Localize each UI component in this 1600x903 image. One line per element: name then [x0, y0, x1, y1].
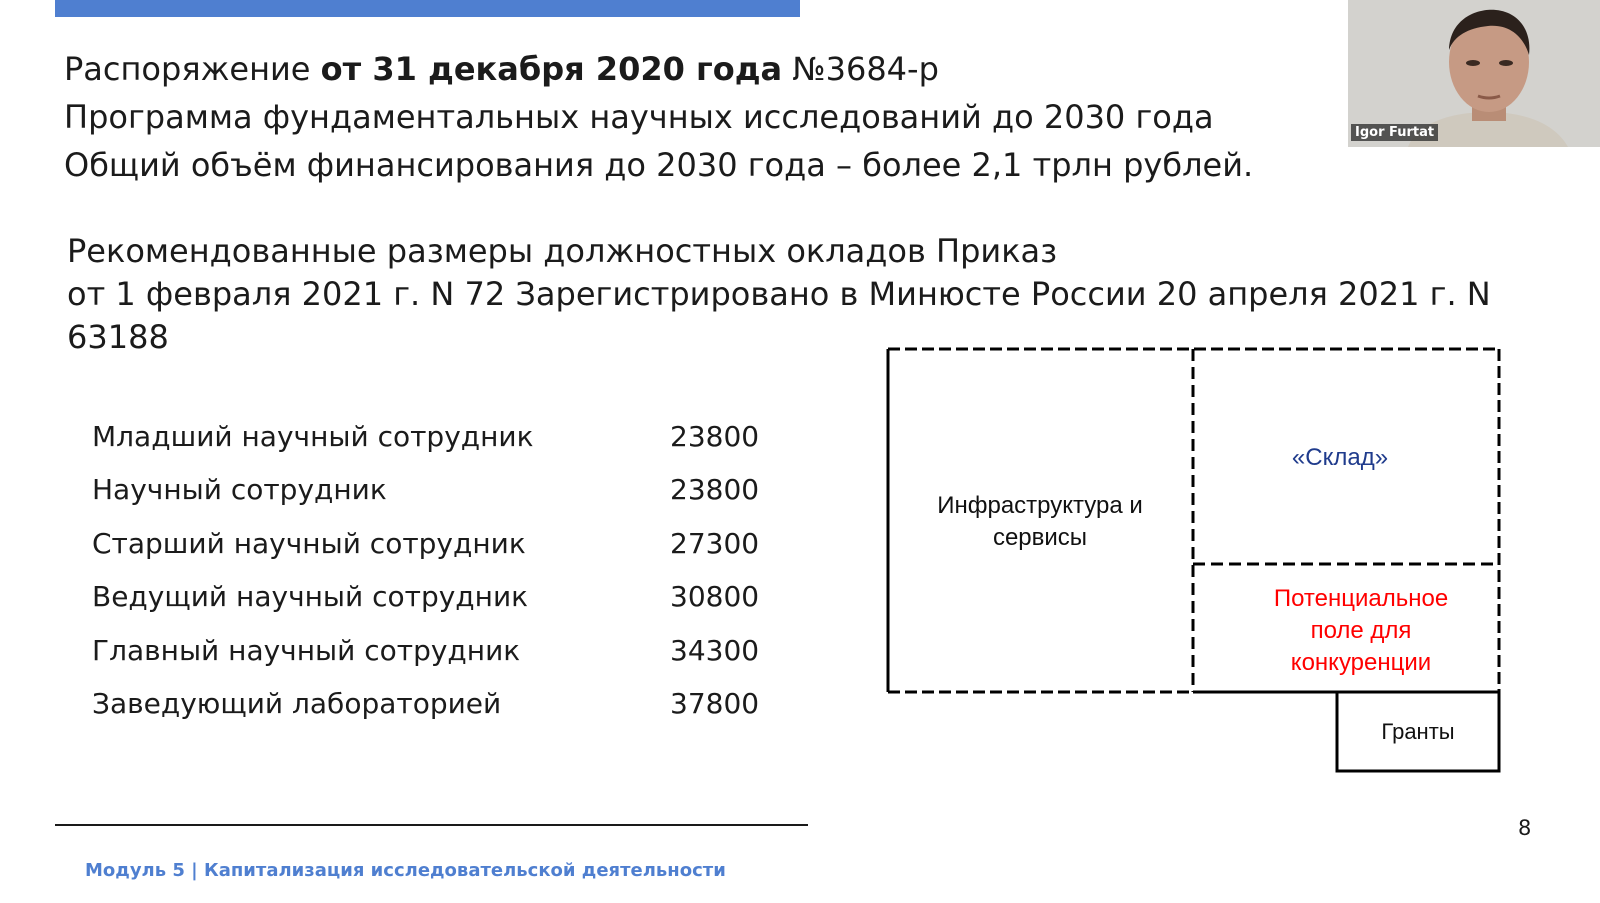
position-title: Младший научный сотрудник	[92, 420, 534, 453]
competition-label-line-1: Потенциальное	[1273, 585, 1449, 612]
recommendation-line-2: от 1 февраля 2021 г. N 72 Зарегистрировано в Минюсте России 20 апреля 2021 г. N	[67, 275, 1491, 313]
position-title: Заведующий лабораторией	[92, 686, 502, 720]
module-footer: Модуль 5 | Капитализация исследовательской деятельности	[85, 860, 726, 881]
infrastructure-label-line-1: Инфраструктура и	[937, 492, 1143, 519]
grants-label: Гранты	[1381, 719, 1455, 744]
position-title: Старший научный сотрудник	[92, 526, 526, 560]
infrastructure-label-line-2: сервисы	[992, 524, 1088, 551]
webcam-thumbnail[interactable]	[1348, 0, 1600, 147]
position-title: Научный сотрудник	[92, 473, 387, 507]
salary-value: 23800	[670, 473, 760, 507]
recommendation-line-1: Рекомендованные размеры должностных окладов Приказ	[67, 232, 1058, 270]
header-line-program: Программа фундаментальных научных исследований до 2030 года	[64, 98, 1214, 136]
order-date: от 31 декабря 2020 года	[320, 50, 783, 88]
order-prefix: Распоряжение	[64, 50, 321, 88]
salary-value: 23800	[670, 420, 760, 453]
salary-value: 34300	[670, 633, 760, 667]
header-line-funding: Общий объём финансирования до 2030 года – более 2,1 трлн рублей.	[64, 146, 1254, 184]
competition-label-line-3: конкуренции	[1290, 649, 1432, 676]
infrastructure-label	[900, 490, 1180, 554]
competition-label-line-2: поле для	[1310, 617, 1412, 644]
salary-value: 30800	[670, 580, 760, 614]
position-title: Главный научный сотрудник	[92, 633, 521, 667]
page-number: 8	[1518, 816, 1532, 840]
salary-value: 37800	[670, 686, 760, 720]
recommendation-line-3: 63188	[67, 318, 169, 356]
warehouse-label: «Склад»	[1291, 444, 1389, 471]
competition-label	[1226, 583, 1496, 679]
footer-divider	[55, 824, 808, 826]
participant-name-label: Igor Furtat	[1351, 124, 1438, 141]
salary-value: 27300	[670, 526, 760, 560]
order-number: №3684-р	[782, 50, 939, 88]
position-title: Ведущий научный сотрудник	[92, 580, 529, 614]
